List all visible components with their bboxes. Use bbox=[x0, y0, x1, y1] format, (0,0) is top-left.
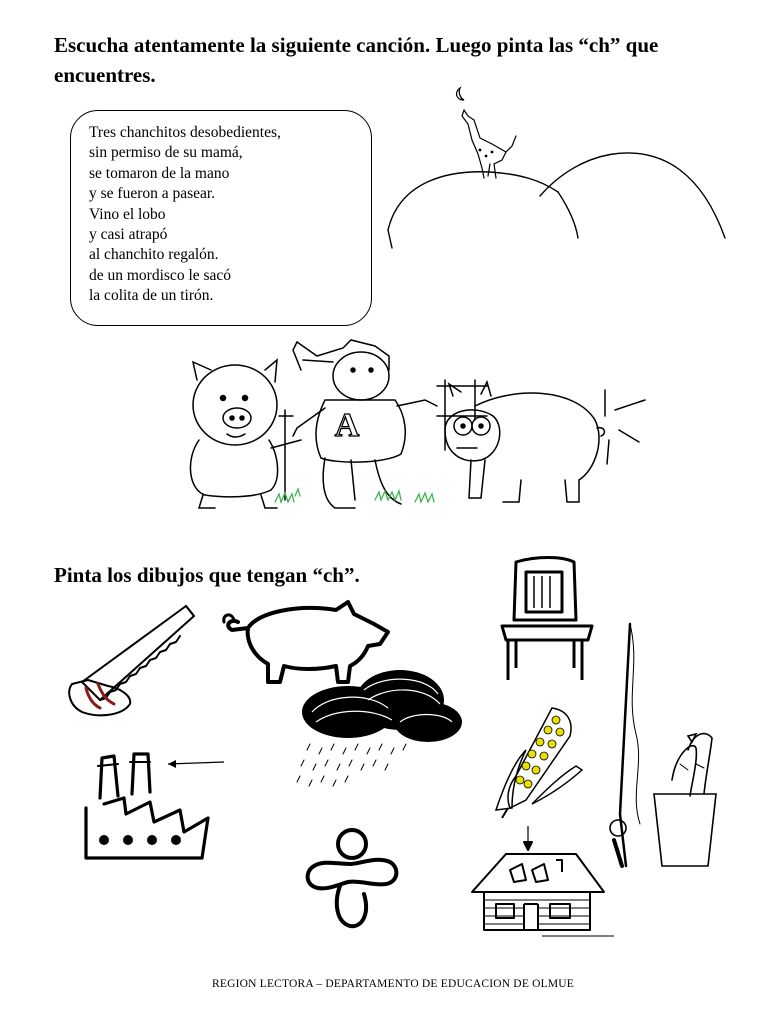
poem-line: y casi atrapó bbox=[89, 226, 168, 244]
house-icon bbox=[466, 820, 616, 940]
page-title: Escucha atentamente la siguiente canción. Luego pinta las “ch” que encuentres. bbox=[54, 33, 659, 87]
poem-line: la colita de un tirón. bbox=[89, 287, 214, 305]
page-footer: REGION LECTORA – DEPARTAMENTO DE EDUCACION DE OLMUE bbox=[212, 978, 574, 990]
saw-icon bbox=[64, 600, 204, 720]
poem-line: al chanchito regalón. bbox=[89, 246, 219, 264]
poem-line: Tres chanchitos desobedientes, bbox=[89, 124, 281, 141]
corn-icon bbox=[486, 700, 586, 820]
fishing-rod-icon bbox=[600, 614, 730, 876]
wolf-icon bbox=[462, 110, 516, 178]
pacifier-icon bbox=[300, 822, 410, 932]
poem-line: de un mordisco le sacó bbox=[89, 266, 232, 284]
hills-wolf-illustration bbox=[380, 80, 740, 250]
poem-line: se tomaron de la mano bbox=[89, 164, 230, 182]
storm-cloud-icon bbox=[288, 664, 468, 794]
sweater-letter: A bbox=[334, 407, 360, 444]
poem-line: y se fueron a pasear. bbox=[89, 185, 216, 203]
factory-icon bbox=[74, 748, 234, 868]
poem-line: Vino el lobo bbox=[89, 205, 166, 223]
chair-icon bbox=[496, 556, 596, 686]
section-subtitle: Pinta los dibujos que tengan “ch”. bbox=[54, 563, 360, 587]
three-pigs-icon bbox=[175, 330, 645, 520]
poem-box bbox=[70, 110, 372, 326]
poem-line: sin permiso de su mamá, bbox=[89, 144, 243, 162]
moon-icon bbox=[457, 88, 464, 100]
